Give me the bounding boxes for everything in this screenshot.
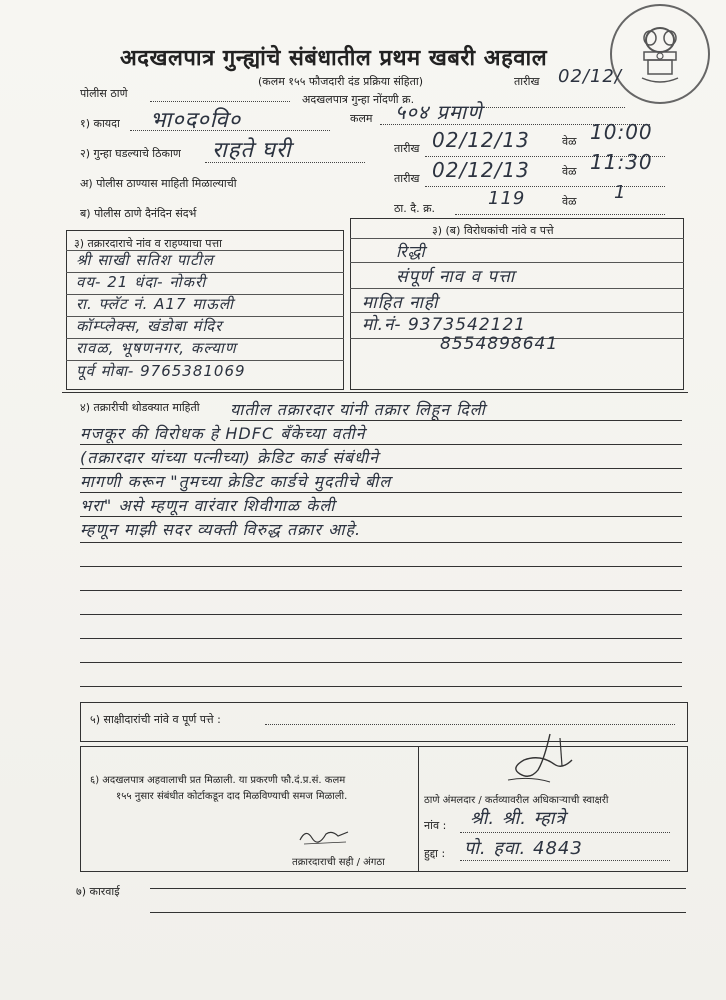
complaint-line-4: मागणी करून "तुमच्या क्रेडिट कार्डचे मुदतीचे बील [80,472,392,491]
complainant-line-4: कॉम्प्लेक्स, खंडोबा मंदिर [76,317,223,335]
officer-rank-value: पो. हवा. 4843 [464,838,583,859]
opponent-line-5: 8554898641 [440,334,559,354]
opponent-line-1: रिद्धी [396,242,426,261]
incident-place-label: २) गुन्हा घडल्याचे ठिकाण [80,147,181,160]
complainant-line-3: रा. फ्लॅट नं. A17 माऊली [76,295,234,313]
diary-number-label: ठा. दै. क्र. [394,202,436,215]
officer-name-label: नांव : [424,819,447,832]
officer-signature [490,730,590,790]
complainant-line-1: श्री साखी सतिश पाटील [76,251,214,269]
police-emblem-seal [610,4,710,104]
complainant-sign-label: तक्रारदाराची सही / अंगठा [292,857,385,868]
acknowledgement-line-1: ६) अदखलपात्र अहवालाची प्रत मिळाली. या प्रकरणी फौ.दं.प्र.सं. कलम [90,775,346,786]
received-date-value: 02/12/13 [432,158,530,182]
acknowledgement-line-2: १५५ नुसार संबंधीत कोर्टाकडून दाद मिळविण्याची समज मिळाली. [116,791,348,802]
section-label: कलम [350,112,373,125]
complaint-summary-label: ४) तक्रारीची थोडक्यात माहिती [80,401,200,414]
opponent-label: ३) (ब) विरोधकांची नांवे व पत्ते [432,224,554,237]
complainant-label: ३) तक्रारदाराचे नांव व राहण्याचा पत्ता [74,237,222,250]
opponent-line-2: संपूर्ण नाव व पत्ता [396,267,516,287]
complaint-line-3: (तक्रारदार यांच्या पत्नीच्या) क्रेडिट कार्ड संबंधीने [80,448,380,467]
document-title: अदखलपात्र गुन्ह्यांचे संबंधातील प्रथम खबरी अहवाल [120,46,548,71]
complainant-line-5: रावळ, भूषणनगर, कल्याण [76,339,237,357]
section-value: ५०४ प्रमाणे [395,100,483,124]
diary-time-value: 1 [614,182,627,203]
diary-time-label: वेळ [562,195,577,208]
complaint-line-6: म्हणून माझी सदर व्यक्ती विरुद्ध तक्रार आहे. [80,520,362,539]
act-value: भा०द०वि० [150,108,242,133]
action-label: ७) कारवाई [76,885,120,898]
header-date-label: तारीख [514,75,540,88]
incident-date-value: 02/12/13 [432,128,530,152]
received-info-label: अ) पोलीस ठाण्यास माहिती मिळाल्याची [80,177,237,190]
incident-time-value: 10:00 [590,120,653,144]
complaint-line-5: भरा" असे म्हणून वारंवार शिवीगाळ केली [80,496,336,515]
complaint-line-1: यातील तक्रारदार यांनी तक्रार लिहून दिली [230,400,486,419]
complainant-signature [296,824,356,848]
witness-label: ५) साक्षीदारांची नांवे व पूर्ण पत्ते : [90,713,221,726]
opponent-line-4: मो.नं- 9373542121 [362,315,527,335]
header-date-value: 02/12/ [558,66,622,87]
incident-date-label: तारीख [394,142,420,155]
police-station-label: पोलीस ठाणे [80,87,128,100]
complainant-line-2: वय- 21 धंदा- नोकरी [76,273,207,291]
received-date-label: तारीख [394,172,420,185]
incident-place-value: राहते घरी [212,138,292,163]
opponent-line-3: माहित नाही [362,293,439,313]
received-time-value: 11:30 [590,150,653,174]
received-time-label: वेळ [562,165,577,178]
officer-signature-label: ठाणे अंमलदार / कर्तव्यावरील अधिकाऱ्याची स्वाक्षरी [424,795,609,806]
diary-number-value: 119 [488,188,526,209]
act-label: १) कायदा [80,117,120,130]
complainant-line-6: पूर्व मोबा- 9765381069 [76,362,246,380]
complaint-line-2: मजकूर की विरोधक हे HDFC बँकेच्या वतीने [80,424,366,443]
register-number-label: अदखलपात्र गुन्हा नोंदणी क्र. [302,93,415,106]
diary-reference-label: ब) पोलीस ठाणे दैनंदिन संदर्भ [80,207,197,220]
officer-name-value: श्री. श्री. म्हात्रे [470,808,567,829]
lion-capital-icon [632,24,688,84]
incident-time-label: वेळ [562,135,577,148]
officer-rank-label: हुद्दा : [424,847,446,860]
document-subtitle: (कलम १५५ फौजदारी दंड प्रक्रिया संहिता) [258,75,423,88]
